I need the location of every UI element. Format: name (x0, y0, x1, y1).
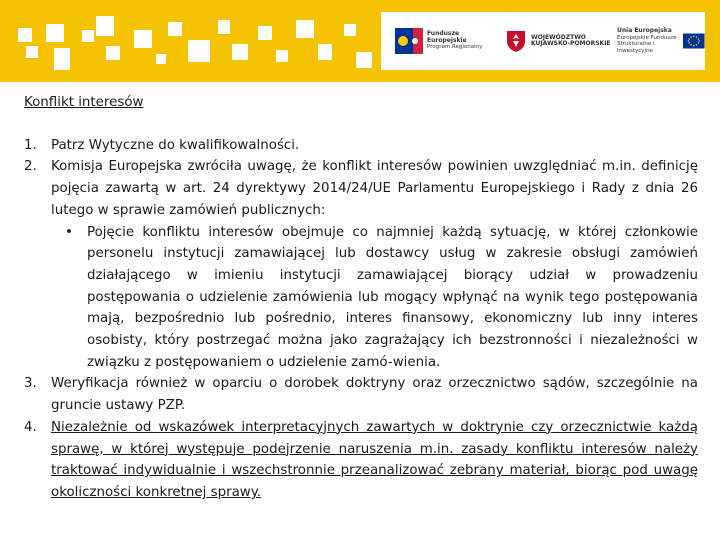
item-number: 4. (24, 419, 37, 435)
logo-woj-line1: WOJEWÓDZTWO (531, 33, 586, 41)
item-text: Patrz Wytyczne do kwalifikowalności. (51, 137, 300, 153)
decorative-square (258, 26, 272, 40)
unia-europejska-logo (617, 12, 705, 70)
decorative-square (218, 20, 230, 34)
decorative-square (54, 48, 70, 70)
decorative-square (276, 50, 288, 62)
decorative-square (344, 24, 356, 36)
document-body (24, 92, 698, 504)
logo-bar (381, 12, 705, 70)
decorative-square (134, 30, 152, 48)
decorative-square (156, 54, 166, 64)
logo-ue-line1: Unia Europejska (617, 27, 672, 34)
fundusze-europejskie-icon (395, 26, 423, 56)
bullet-item (51, 222, 698, 374)
item-text: Weryfikacja również w oparciu o dorobek doktryny oraz orzecznictwo sądów, szczególnie na gruncie ustawy PZP. (51, 376, 698, 414)
coat-of-arms-icon (505, 29, 527, 53)
logo-ue-line2: Europejskie Fundusze (617, 34, 677, 41)
header-banner (0, 0, 720, 82)
item-text: Komisja Europejska zwróciła uwagę, że konflikt interesów powinien uwzględniać m.in. definicję pojęcia zawartą w art. 24 dyrektywy 2014/24/UE Parlamentu Europejskiego i Rady z dnia 26 lutego w sprawie zamówień publicznych: (51, 159, 698, 218)
decorative-square (296, 20, 314, 38)
logo-woj-line2: KUJAWSKO-POMORSKIE (531, 40, 611, 47)
decorative-square (168, 22, 182, 36)
decorative-square (356, 52, 372, 68)
decorative-square (18, 28, 32, 42)
bullet-icon: • (65, 224, 73, 240)
decorative-square (26, 46, 38, 58)
decorative-square (232, 44, 248, 60)
logo-fe-line3: Program Regionalny (427, 44, 483, 51)
decorative-square (82, 30, 94, 42)
wojewodztwo-logo (505, 12, 611, 70)
bullet-text: Pojęcie konfliktu interesów obejmuje co najmniej każdą sytuację, w której członkowie personelu instytucji zamawiającej lub dostawcy usług w zakresie obsługi zamówień działającego w imieniu instytucji zamawiającej biorący udział w prowadzeniu postępowania o udzielenie zamówienia lub mogący wpłynąć na wynik tego postępowania mają, bezpośrednio lub pośrednio, interes finansowy, ekonomiczny lub inny interes osobisty, który postrzegać można jako zagrażający ich bezstronności i niezależności w związku z postępowaniem o udzielenie zamó-wienia. (87, 224, 698, 370)
logo-fe-line2: Europejskie (427, 36, 467, 44)
item-number: 2. (24, 159, 37, 175)
item-text: Niezależnie od wskazówek interpretacyjnych zawartych w doktrynie czy orzecznictwie każdą sprawę, w której występuje podejrzenie naruszenia m.in. zasady konfliktu interesów należy traktować indywidualnie i wszechstronnie przeanalizować zebrany materiał, biorąc pod uwagę okoliczności konkretnej sprawy. (51, 419, 698, 500)
list-item (24, 156, 698, 373)
logo-fe-line1: Fundusze (427, 30, 460, 38)
item-number: 1. (24, 137, 37, 153)
decorative-square (46, 24, 64, 42)
decorative-square (96, 16, 114, 36)
list-item (24, 373, 698, 416)
item-number: 3. (24, 376, 37, 392)
list-item (24, 417, 698, 504)
decorative-square (106, 46, 120, 60)
fundusze-europejskie-logo (395, 12, 482, 70)
decorative-square (318, 44, 332, 60)
decorative-square (188, 40, 210, 62)
document-heading: Konflikt interesów (24, 95, 144, 110)
logo-ue-line3: Strukturalne i Inwestycyjne (617, 41, 655, 54)
eu-flag-icon (683, 32, 705, 50)
list-item (24, 135, 698, 157)
